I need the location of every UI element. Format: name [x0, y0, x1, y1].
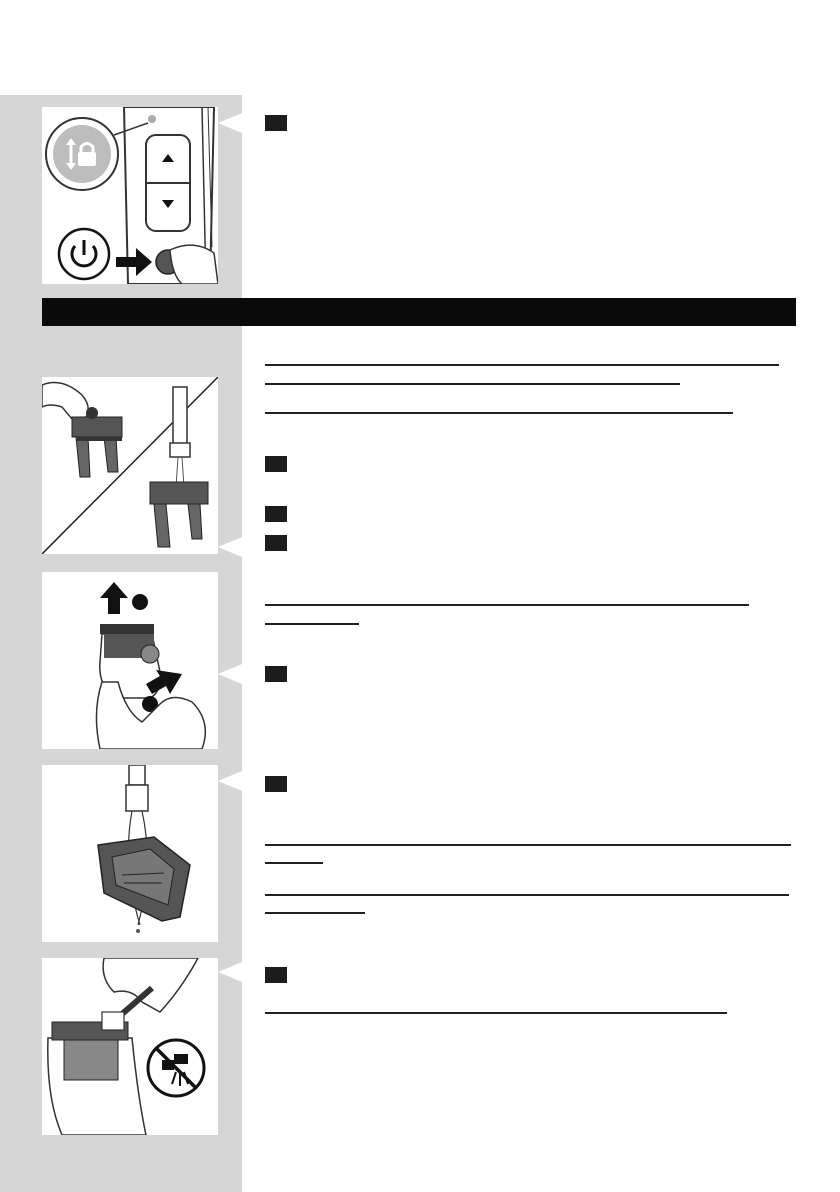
step-marker [265, 535, 287, 551]
text-line [265, 912, 365, 914]
tap-icon [170, 387, 190, 487]
illustration-brush-cleaning [42, 958, 218, 1135]
text-line [265, 412, 733, 414]
up-arrow-icon [100, 582, 148, 614]
panel-pointer [218, 664, 242, 684]
text-line [265, 604, 749, 606]
text-line [265, 383, 680, 385]
step-marker [265, 506, 287, 522]
panel-pointer [218, 962, 242, 982]
step-marker [265, 776, 287, 792]
illustration-rinse-comb [42, 377, 218, 554]
comb-icon [72, 417, 122, 477]
cutting-unit-icon [98, 837, 190, 921]
text-line [265, 364, 779, 366]
text-line [265, 844, 791, 846]
lock-arrows-icon [46, 118, 118, 190]
illustration-rinse-cutting-unit [42, 765, 218, 942]
text-line [265, 623, 359, 625]
step-marker [265, 115, 287, 131]
tap-icon [126, 765, 148, 811]
text-line [265, 894, 789, 896]
panel-pointer [218, 771, 242, 791]
illustration-remove-cutting-unit [42, 572, 218, 749]
panel-pointer [218, 537, 242, 557]
text-line [265, 1012, 727, 1014]
illustration-power-button [42, 107, 218, 284]
section-header-bar [42, 298, 796, 326]
text-line [265, 862, 323, 864]
step-marker [265, 456, 287, 472]
power-icon [59, 229, 109, 279]
step-marker [265, 967, 287, 983]
panel-pointer [218, 113, 242, 133]
step-marker [265, 666, 287, 682]
no-water-icon [148, 1040, 204, 1096]
